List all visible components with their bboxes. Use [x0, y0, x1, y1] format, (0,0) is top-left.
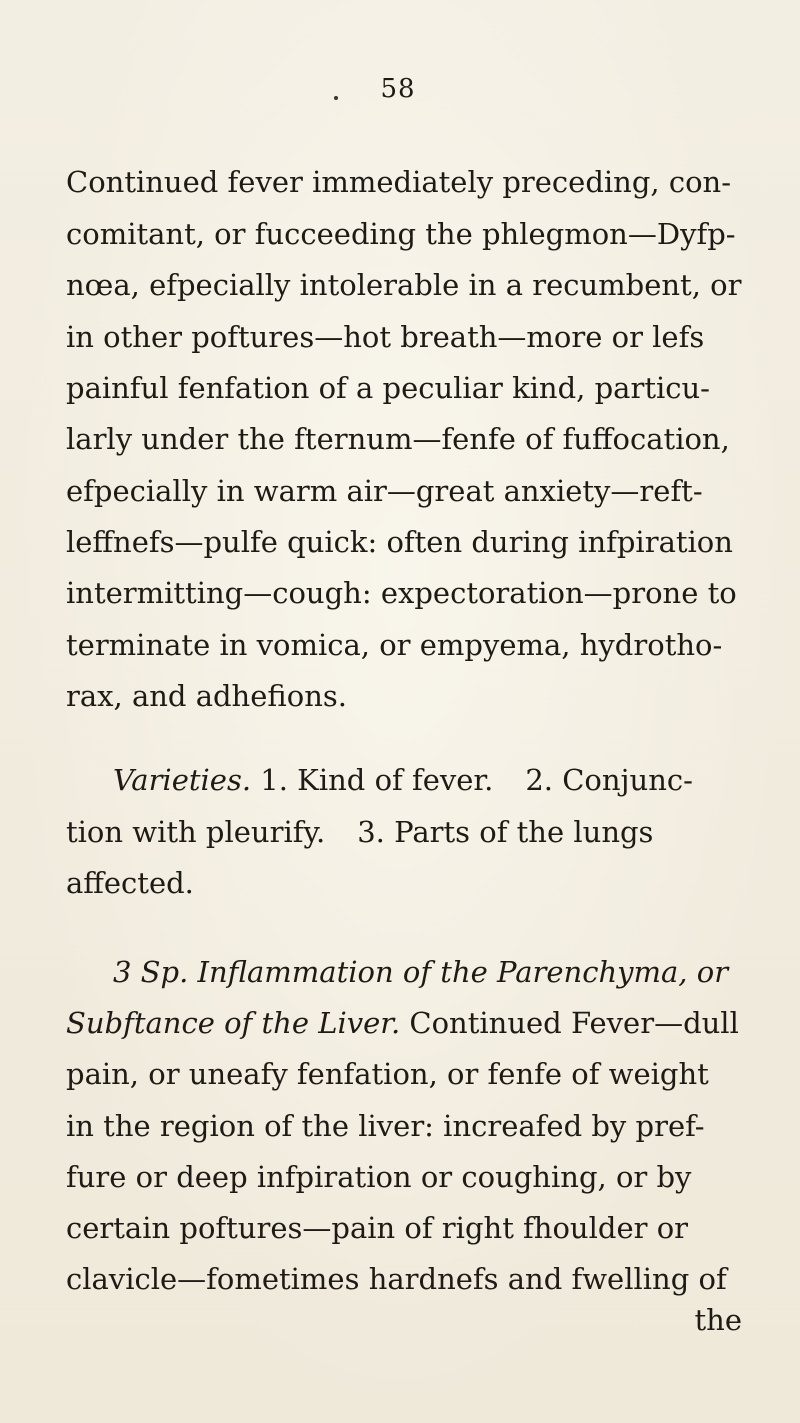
species-number: 3 Sp.	[113, 955, 189, 989]
text-line: larly under the fternum—fenfe of fuffocation,	[66, 422, 730, 456]
variety-item: 2. Conjunc-	[525, 763, 693, 797]
text-line: terminate in vomica, or empyema, hydrotho-	[66, 628, 723, 662]
variety-item: tion with pleurify.	[66, 815, 326, 849]
catchword: the	[694, 1303, 742, 1337]
text-segment: Continued Fever—dull	[409, 1006, 739, 1040]
text-line: leffnefs—pulfe quick: often during infpiration	[66, 525, 733, 559]
text-line: intermitting—cough: expectoration—prone to	[66, 576, 737, 610]
text-line: comitant, or fucceeding the phlegmon—Dyfp-	[66, 217, 736, 251]
variety-item: 1. Kind of fever.	[260, 763, 494, 797]
text-line: nœa, efpecially intolerable in a recumbent, or	[66, 268, 742, 302]
text-line: in other poftures—hot breath—more or lefs	[66, 320, 705, 354]
varieties-line	[66, 865, 194, 901]
varieties-line	[66, 814, 653, 850]
text-line: rax, and adhefions.	[66, 679, 347, 713]
species-heading-line	[113, 954, 728, 990]
species-title-continued: Subftance of the Liver.	[66, 1006, 401, 1040]
text-line: fure or deep infpiration or coughing, or by	[66, 1160, 692, 1194]
ink-dot	[334, 96, 338, 100]
text-line: certain poftures—pain of right fhoulder or	[66, 1211, 689, 1245]
species-title: Inflammation of the Parenchyma, or	[197, 955, 729, 989]
page-number: 58	[380, 74, 416, 104]
varieties-label: Varieties.	[113, 763, 252, 797]
text-line: Continued fever immediately preceding, con-	[66, 165, 732, 199]
species-heading-line	[66, 1005, 739, 1041]
variety-item: affected.	[66, 866, 194, 900]
text-line: efpecially in warm air—great anxiety—reft-	[66, 474, 703, 508]
text-line: clavicle—fometimes hardnefs and fwelling of	[66, 1262, 727, 1296]
text-line: in the region of the liver: increafed by pref-	[66, 1109, 705, 1143]
variety-item: 3. Parts of the lungs	[357, 815, 654, 849]
varieties-line	[113, 762, 693, 798]
text-line: pain, or uneafy fenfation, or fenfe of weight	[66, 1057, 709, 1091]
text-line: painful fenfation of a peculiar kind, particu-	[66, 371, 710, 405]
